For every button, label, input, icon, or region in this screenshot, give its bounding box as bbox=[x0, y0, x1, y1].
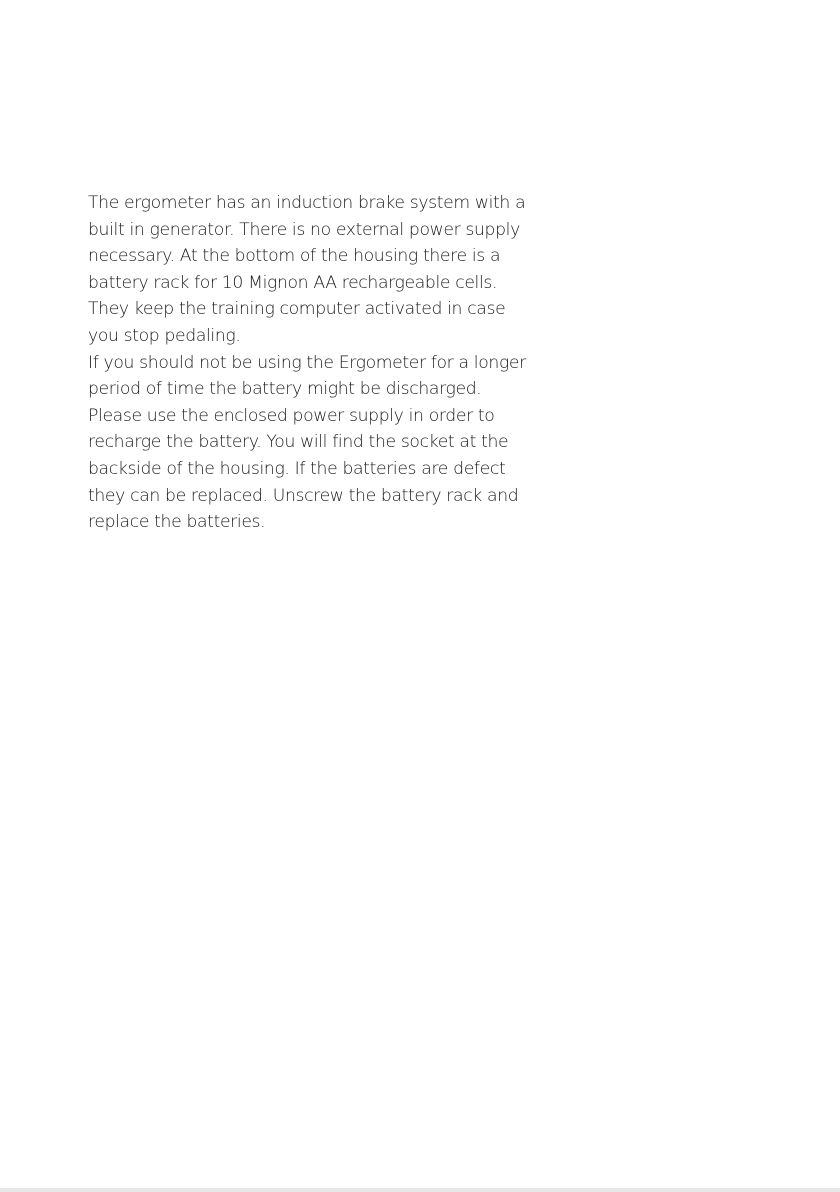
text-line: built in generator. There is no external power supply bbox=[88, 219, 520, 240]
text-line: period of time the battery might be discharged. bbox=[88, 379, 482, 400]
text-line: necessary. At the bottom of the housing there is a bbox=[88, 246, 501, 267]
text-line: replace the batteries. bbox=[88, 512, 266, 533]
text-line: If you should not be using the Ergometer for a longer bbox=[88, 352, 526, 373]
text-line: recharge the battery. You will find the socket at the bbox=[88, 432, 509, 453]
body-text bbox=[88, 190, 558, 536]
text-line: backside of the housing. If the batteries are defect bbox=[88, 458, 506, 479]
text-line: battery rack for 10 Mignon AA rechargeable cells. bbox=[88, 272, 498, 293]
text-line: Please use the enclosed power supply in order to bbox=[88, 405, 495, 426]
text-line: they can be replaced. Unscrew the battery rack and bbox=[88, 485, 519, 506]
text-line: you stop pedaling. bbox=[88, 325, 241, 346]
text-line: The ergometer has an induction brake system with a bbox=[88, 193, 526, 213]
text-line: They keep the training computer activated in case bbox=[88, 299, 506, 320]
page-bottom-edge bbox=[0, 1188, 840, 1192]
